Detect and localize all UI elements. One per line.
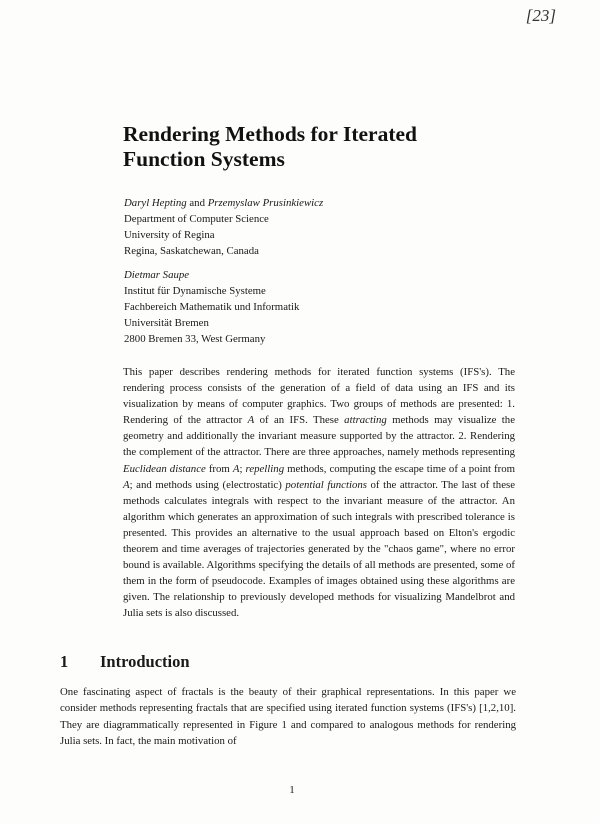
university: University of Regina <box>124 229 215 241</box>
author-names: Dietmar Saupe <box>124 269 190 281</box>
title-line-1: Rendering Methods for Iterated <box>123 122 417 146</box>
institute: Institut für Dynamische Systeme <box>124 285 266 297</box>
intro-paragraph: One fascinating aspect of fractals is the beauty of their graphical representations. In this paper we consider methods representing fractals that are specified using iterated function systems (IFS's) [1,2,10]. They are diagrammatically represented in Figure 1 and compared to analogous methods for rendering Julia sets. In fact, the main motivation of <box>60 686 516 747</box>
title-line-2: Function Systems <box>123 147 285 171</box>
abstract: This paper describes rendering methods for iterated function systems (IFS's). The rendering process consists of the generation of a field of data using an IFS and its visualization by means of computer graphics. Two groups of methods are presented: 1. Rendering of the attractor A of an IFS. These attracting methods may visualize the geometry and additionally the invariant measure supported by the attractor. 2. Rendering the complement of the attractor. There are three approaches, namely methods representing Euclidean distance from A; repelling methods, computing the escape time of a point from A; and methods using (electrostatic) potential functions of the attractor. The last of these methods calculates integrals with respect to the invariant measure of the attractor. An algorithm which generates an approximation of such integrals with prescribed tolerance is presented. This provides an alternative to the usual approach based on Elton's ergodic theorem and time averages of trajectories generated by the "chaos game", where no error bound is available. Algorithms specifying the details of all methods are presented, some of them in the form of pseudocode. Examples of images obtained using these algorithms are given. The relationship to previously developed methods for visualizing Mandelbrot and Julia sets is also discussed. <box>123 366 516 620</box>
department: Fachbereich Mathematik und Informatik <box>124 301 300 313</box>
address: 2800 Bremen 33, West Germany <box>124 333 266 345</box>
author-names: Daryl Hepting and Przemyslaw Prusinkiewicz <box>124 197 324 209</box>
department: Department of Computer Science <box>124 213 269 225</box>
affiliation-block-2 <box>124 267 299 347</box>
affiliation-block-1 <box>124 195 323 259</box>
page-number: 1 <box>289 784 295 796</box>
section-number: 1 <box>60 652 69 671</box>
section-heading <box>60 652 190 672</box>
section-title: Introduction <box>100 652 190 671</box>
paper-title <box>123 122 543 172</box>
university: Universität Bremen <box>124 317 209 329</box>
location: Regina, Saskatchewan, Canada <box>124 245 259 257</box>
reference-mark: [23] <box>525 6 556 25</box>
